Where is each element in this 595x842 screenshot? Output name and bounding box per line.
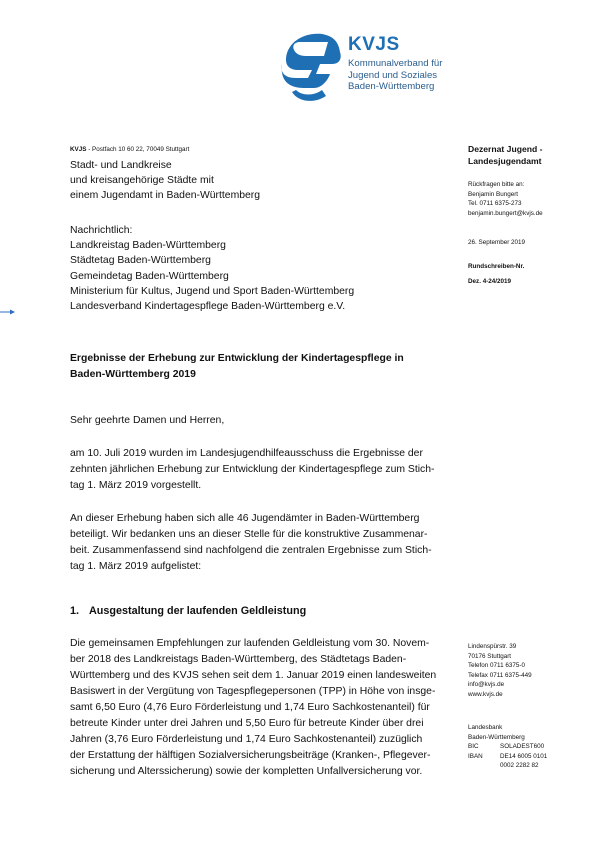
contact-line: Rückfragen bitte an: bbox=[468, 181, 525, 188]
cc-item: Gemeindetag Baden-Württemberg bbox=[70, 270, 229, 282]
subject-heading bbox=[70, 351, 450, 383]
paragraph-participation bbox=[70, 511, 456, 575]
section-number: 1. bbox=[70, 605, 80, 617]
iban-label: IBAN bbox=[468, 752, 483, 760]
circular-block bbox=[468, 262, 524, 286]
footer-line: 70176 Stuttgart bbox=[468, 652, 512, 660]
cc-item: Landesverband Kindertagespflege Baden-Württemberg e.V. bbox=[70, 301, 346, 313]
paragraph-line: der Erstattung der hälftigen Sozialversicherungsbeiträge (Kranken-, Pflegever- bbox=[70, 750, 431, 761]
contact-line: Tel. 0711 6375-273 bbox=[468, 200, 522, 208]
bic-label: BIC bbox=[468, 743, 479, 751]
logo-line: Jugend und Soziales bbox=[348, 69, 438, 81]
bank-name: Baden-Württemberg bbox=[468, 733, 525, 741]
paragraph-line: sicherung und Alterssicherung) sowie der kompletten Unfallversicherung vor. bbox=[70, 766, 423, 777]
section-heading bbox=[70, 605, 306, 617]
circular-label: Rundschreiben-Nr. bbox=[468, 263, 525, 270]
paragraph-line: samt 6,50 Euro (4,76 Euro Förderleistung und 1,74 Euro Sachkostenanteil) für bbox=[70, 702, 430, 713]
footer-email: info@kvjs.de bbox=[468, 681, 505, 689]
department-heading bbox=[468, 143, 543, 167]
sender-org: KVJS bbox=[70, 146, 87, 153]
section-title: Ausgestaltung der laufenden Geldleistung bbox=[89, 605, 307, 617]
footer-line: Telefon 0711 6375-0 bbox=[468, 662, 525, 670]
footer-bank bbox=[468, 723, 547, 771]
letter-date: 26. September 2019 bbox=[468, 239, 526, 246]
paragraph-line: betreute Kinder unter drei Jahren und 5,50 Euro für betreute Kinder über drei bbox=[70, 718, 424, 729]
paragraph-line: Württemberg und des KVJS sehen seit dem 1. Januar 2019 einen landesweiten bbox=[70, 670, 437, 681]
paragraph-payment bbox=[70, 636, 456, 780]
cc-item: Landkreistag Baden-Württemberg bbox=[70, 240, 226, 252]
paragraph-line: zehnten jährlichen Erhebung zur Entwicklung der Kindertagespflege zum Stich- bbox=[70, 464, 435, 475]
sender-line bbox=[70, 146, 189, 153]
bic-value: SOLADEST600 bbox=[500, 743, 545, 751]
iban-row bbox=[468, 752, 547, 762]
recipient-line: einem Jugendamt in Baden-Württemberg bbox=[70, 190, 261, 202]
cc-block bbox=[70, 223, 354, 314]
paragraph-line: ber 2018 des Landkreistags Baden-Württemberg, des Städtetags Baden- bbox=[70, 654, 407, 665]
department-line: Dezernat Jugend - bbox=[468, 144, 543, 154]
kvjs-logo-mark-icon bbox=[278, 30, 344, 106]
logo-subtitle bbox=[348, 58, 442, 93]
logo-line: Kommunalverband für bbox=[348, 58, 443, 69]
logo-line: Baden-Württemberg bbox=[348, 81, 435, 93]
paragraph-line: beteiligt. Wir bedanken uns an dieser Stelle für die konstruktive Zusammenar- bbox=[70, 529, 428, 540]
iban-value-continued: 0002 2282 82 bbox=[500, 762, 539, 770]
paragraph-line: An dieser Erhebung haben sich alle 46 Jugendämter in Baden-Württemberg bbox=[70, 513, 420, 524]
paragraph-intro bbox=[70, 446, 456, 494]
circular-number: Dez. 4-24/2019 bbox=[468, 277, 512, 285]
footer-line: Telefax 0711 6375-449 bbox=[468, 671, 532, 679]
footer-address bbox=[468, 642, 532, 700]
recipient-line: Stadt- und Landkreise bbox=[70, 160, 172, 171]
footer-website: www.kvjs.de bbox=[468, 690, 503, 698]
paragraph-line: Die gemeinsamen Empfehlungen zur laufenden Geldleistung vom 30. Novem- bbox=[70, 638, 430, 649]
contact-block bbox=[468, 180, 543, 218]
contact-email: benjamin.bungert@kvjs.de bbox=[468, 209, 543, 217]
logo-wordmark: KVJS bbox=[348, 34, 400, 55]
cc-label: Nachrichtlich: bbox=[70, 225, 133, 236]
paragraph-line: Jahren (3,76 Euro Förderleistung und 1,74 Euro Sachkostenanteil) zuzüglich bbox=[70, 734, 423, 745]
subject-line: Baden-Württemberg 2019 bbox=[70, 369, 196, 380]
bank-name: Landesbank bbox=[468, 724, 503, 731]
paragraph-line: tag 1. März 2019 vorgestellt. bbox=[70, 480, 202, 491]
recipient-block bbox=[70, 158, 260, 204]
kvjs-logo bbox=[278, 30, 468, 110]
paragraph-line: beit. Zusammenfassend sind nachfolgend die zentralen Ergebnisse zum Stich- bbox=[70, 545, 432, 556]
paragraph-line: Basiswert in der Vergütung von Tagespflegepersonen (TPP) in Höhe von insge- bbox=[70, 686, 436, 697]
bic-row bbox=[468, 742, 547, 752]
paragraph-line: tag 1. März 2019 aufgelistet: bbox=[70, 561, 202, 572]
cc-item: Ministerium für Kultus, Jugend und Sport Baden-Württemberg bbox=[70, 285, 355, 297]
department-line: Landesjugendamt bbox=[468, 156, 542, 166]
subject-line: Ergebnisse der Erhebung zur Entwicklung der Kindertagespflege in bbox=[70, 353, 404, 364]
contact-line: Benjamin Bungert bbox=[468, 190, 519, 198]
sender-address: - Postfach 10 60 22, 70049 Stuttgart bbox=[86, 146, 190, 153]
iban-value: DE14 6005 0101 bbox=[500, 752, 548, 760]
iban-row-continued bbox=[468, 761, 547, 771]
recipient-line: und kreisangehörige Städte mit bbox=[70, 175, 214, 187]
salutation: Sehr geehrte Damen und Herren, bbox=[70, 415, 225, 426]
footer-line: Lindenspürstr. 39 bbox=[468, 643, 517, 650]
cc-item: Städtetag Baden-Württemberg bbox=[70, 255, 211, 267]
fold-mark-arrow-icon bbox=[0, 309, 16, 315]
paragraph-line: am 10. Juli 2019 wurden im Landesjugendhilfeausschuss die Ergebnisse der bbox=[70, 448, 423, 459]
